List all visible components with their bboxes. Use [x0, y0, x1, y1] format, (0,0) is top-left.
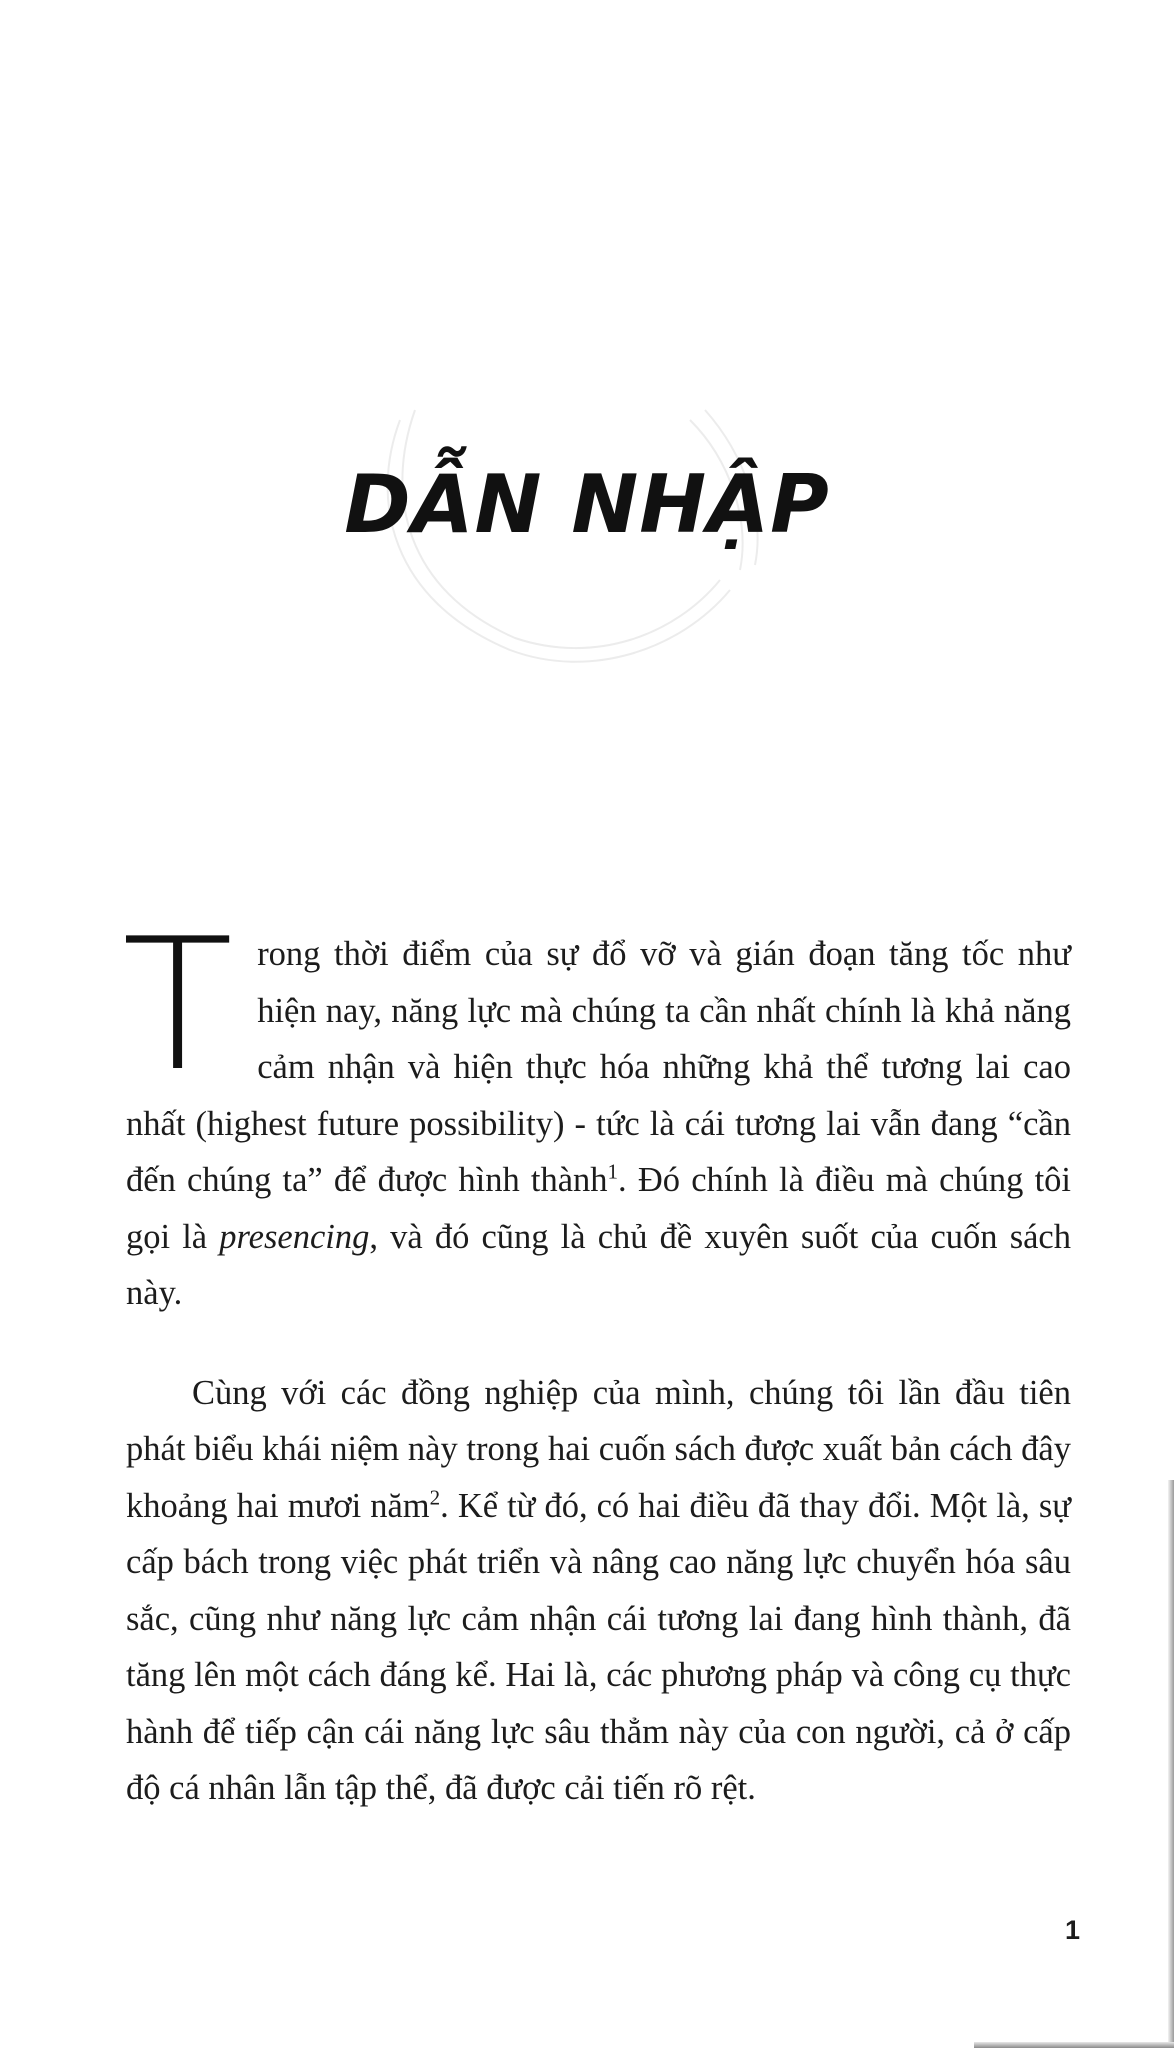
paragraph-2-text: Cùng với các đồng nghiệp của mình, chúng tôi lần đầu tiên phát biểu khái niệm này trong hai cuốn sách được xuất bản cách đây khoảng hai mươi năm [126, 1373, 1071, 1525]
page-corner-shadow [974, 2042, 1174, 2048]
page-number: 1 [1064, 1915, 1080, 1945]
body-text [122, 899, 1071, 1817]
paragraph-1-text-cont: . Đó chính là điều mà chúng tôi gọi là [126, 1161, 1071, 1256]
footnote-ref-1[interactable]: 1 [607, 1159, 619, 1184]
chapter-title: DẪN NHẬP [344, 458, 830, 551]
drop-cap: T [122, 899, 234, 1111]
footnote-ref-2[interactable]: 2 [429, 1485, 441, 1509]
paragraph-1 [122, 899, 1071, 1322]
paragraph-2-text-cont: . Kể từ đó, có hai điều đã thay đổi. Một là, sự cấp bách trong việc phát triển và nâng cao năng lực chuyển hóa sâu sắc, cũng như năng lực cảm nhận cái tương lai đang hình thành, đã tăng lên một cách đáng kể. Hai là, các phương pháp và công cụ thực hành để tiếp cận cái năng lực sâu thẳm này của con người, cả ở cấp độ cá nhân lẫn tập thể, đã được cải tiến rõ rệt. [126, 1486, 1071, 1807]
emphasis-term: presencing [219, 1217, 370, 1256]
paragraph-1-text-end: , và đó cũng là chủ đề xuyên suốt của cuốn sách này. [126, 1217, 1071, 1312]
paragraph-2 [126, 1365, 1071, 1817]
page-edge-shadow [1168, 1480, 1174, 2048]
paragraph-1-text: rong thời điểm của sự đổ vỡ và gián đoạn tăng tốc như hiện nay, năng lực mà chúng ta cần nhất chính là khả năng cảm nhận và hiện thực hóa những khả thể tương lai cao nhất (highest future possibility) - tức là cái tương lai vẫn đang “cần đến chúng ta” để được hình thành [126, 935, 1071, 1199]
